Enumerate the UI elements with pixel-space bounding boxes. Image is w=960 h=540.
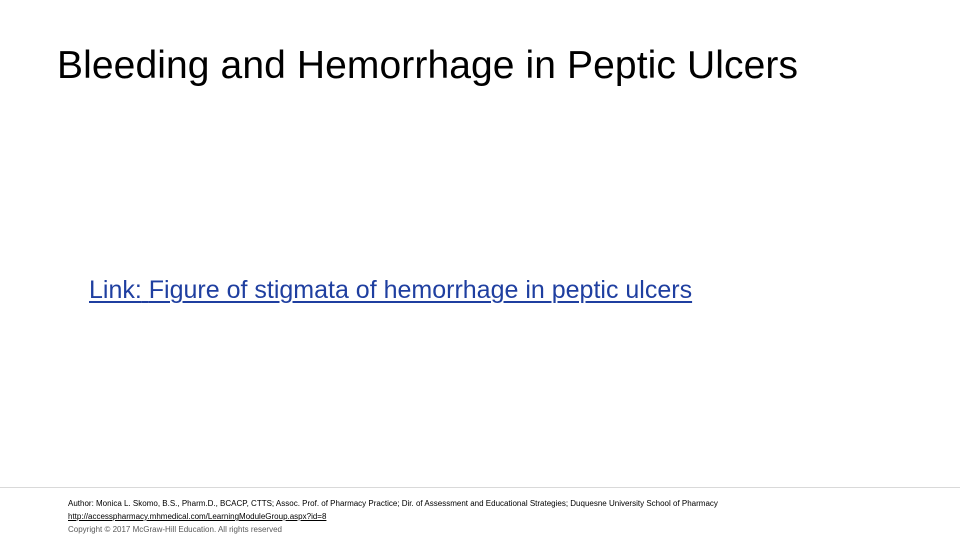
link-text: Figure of stigmata of hemorrhage in peptic ulcers xyxy=(148,276,693,304)
footer-divider xyxy=(0,487,960,488)
author-credit: Author: Monica L. Skomo, B.S., Pharm.D., BCACP, CTTS; Assoc. Prof. of Pharmacy Practice; Dir. of Assessment and Educational Strategies; Duquesne University School of Pharmacy xyxy=(68,499,718,508)
copyright-notice: Copyright © 2017 McGraw-Hill Education. All rights reserved xyxy=(68,525,282,534)
source-url-link[interactable]: http://accesspharmacy.mhmedical.com/LearningModuleGroup.aspx?id=8 xyxy=(68,512,327,521)
link-prefix: Link: xyxy=(89,276,142,304)
slide-title: Bleeding and Hemorrhage in Peptic Ulcers xyxy=(57,44,799,87)
slide-footer xyxy=(68,497,718,536)
figure-link[interactable] xyxy=(89,276,692,305)
